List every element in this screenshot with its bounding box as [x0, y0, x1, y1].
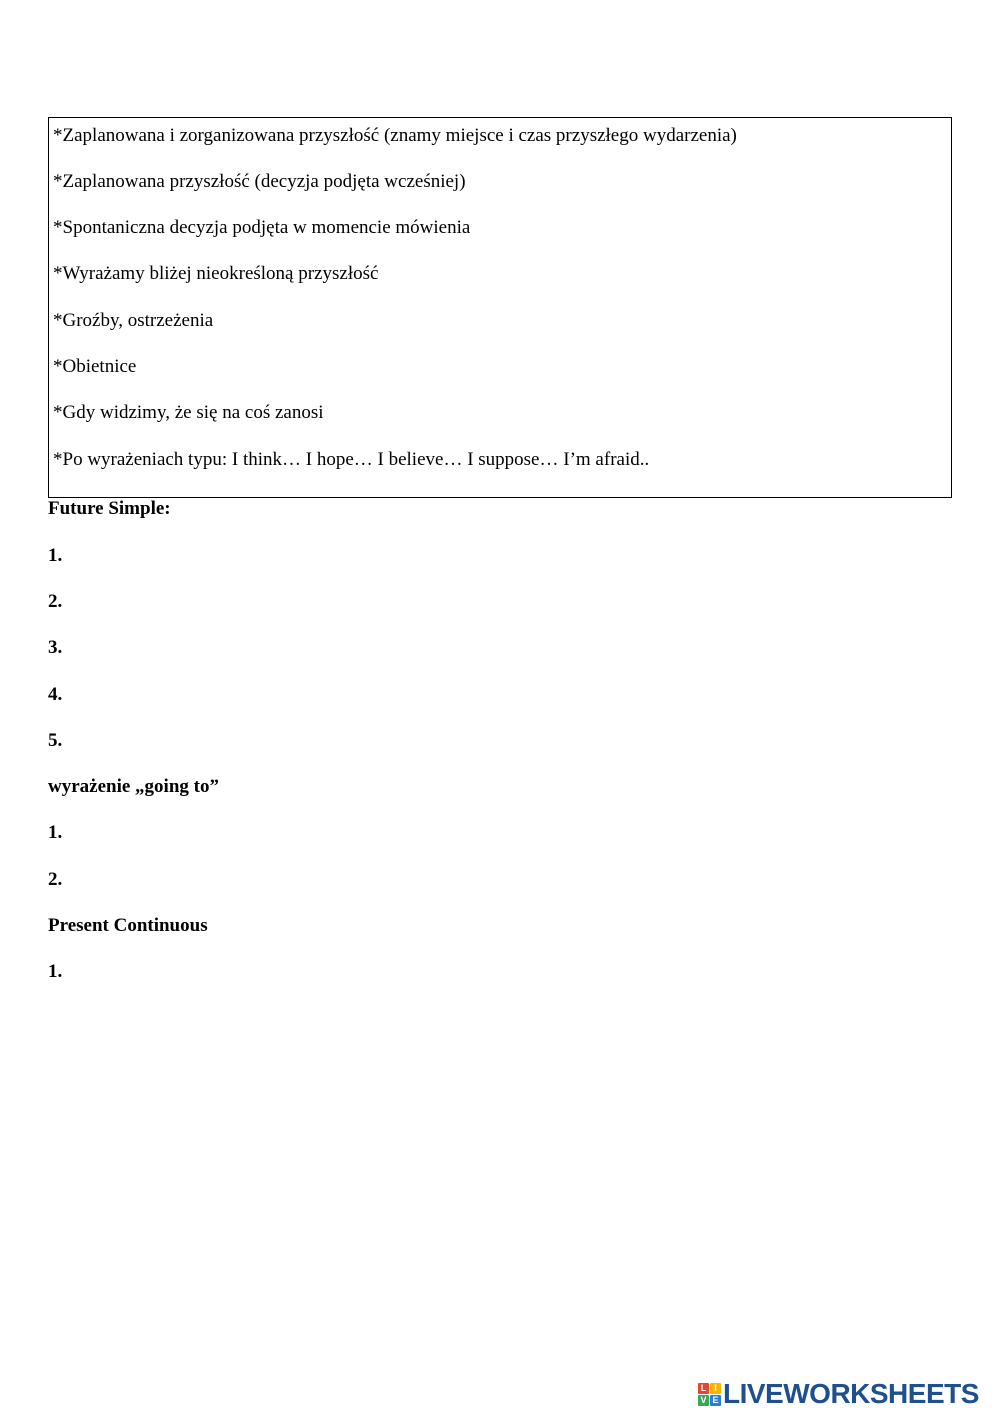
section-heading-future-simple: Future Simple: [48, 498, 171, 519]
answer-line-number: 1. [48, 961, 63, 982]
logo-icon-tile: E [710, 1395, 721, 1406]
answer-line-number: 2. [48, 591, 63, 612]
rule-line: *Zaplanowana i zorganizowana przyszłość (znamy miejsce i czas przyszłego wydarzenia) [53, 125, 737, 146]
answer-line-number: 2. [48, 869, 63, 890]
answer-line-number: 4. [48, 684, 63, 705]
rule-line: *Zaplanowana przyszłość (decyzja podjęta wcześniej) [53, 171, 466, 192]
answer-line-number: 3. [48, 637, 63, 658]
rule-line: *Groźby, ostrzeżenia [53, 310, 214, 331]
logo-text: LIVEWORKSHEETS [723, 1378, 979, 1409]
logo-icon-tile: I [710, 1383, 721, 1394]
rule-line: *Spontaniczna decyzja podjęta w momencie mówienia [53, 217, 471, 238]
answer-line-number: 1. [48, 822, 63, 843]
rules-box [48, 117, 952, 498]
logo-icon-tile: V [698, 1395, 709, 1406]
logo-icon [698, 1383, 721, 1406]
rule-line: *Po wyrażeniach typu: I think… I hope… I believe… I suppose… I’m afraid.. [53, 449, 650, 470]
answer-line-number: 1. [48, 545, 63, 566]
liveworksheets-logo [698, 1378, 979, 1410]
section-heading-going-to: wyrażenie „going to” [48, 776, 219, 797]
rule-line: *Gdy widzimy, że się na coś zanosi [53, 402, 324, 423]
section-heading-present-continuous: Present Continuous [48, 915, 208, 936]
logo-icon-tile: L [698, 1383, 709, 1394]
rule-line: *Obietnice [53, 356, 137, 377]
rule-line: *Wyrażamy bliżej nieokreśloną przyszłość [53, 263, 379, 284]
answer-line-number: 5. [48, 730, 63, 751]
